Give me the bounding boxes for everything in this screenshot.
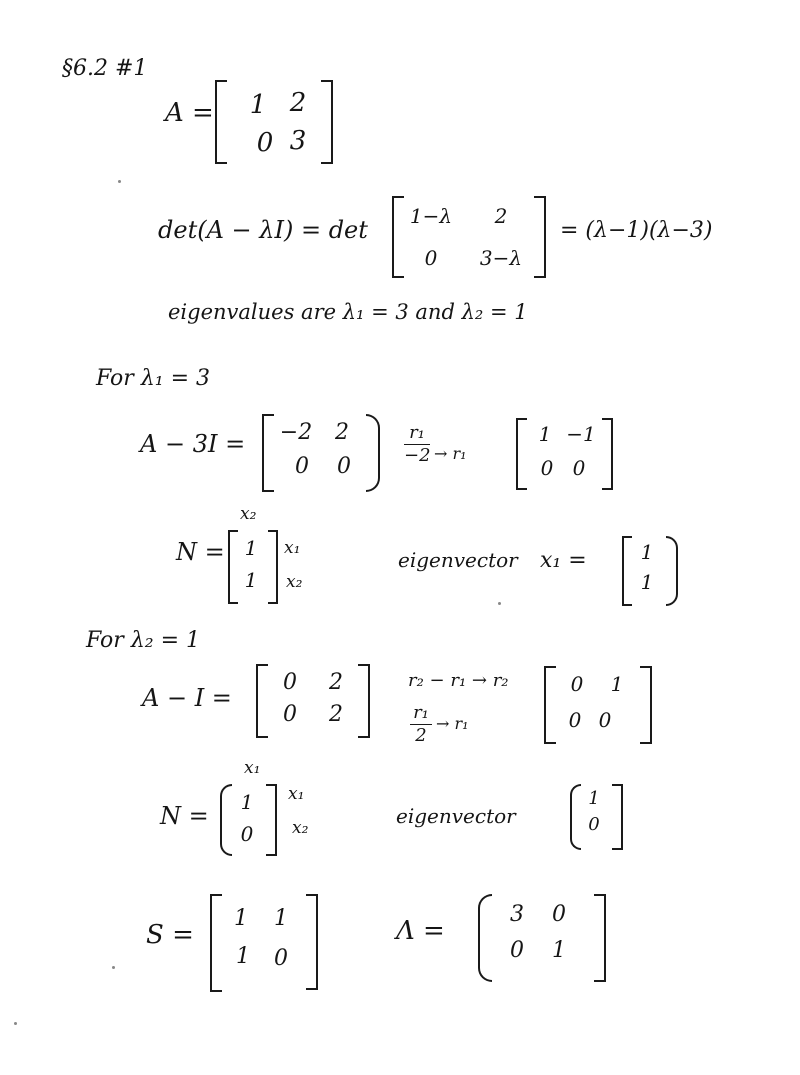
case1-eigvec-left-bracket — [622, 536, 632, 606]
det-right-bracket — [534, 196, 546, 278]
matrix-a-cell: 0 — [256, 128, 274, 158]
case1-matrix-left-bracket — [262, 414, 274, 492]
case2-eigvec-cell: 1 — [588, 788, 600, 809]
eigenvalues-statement: eigenvalues are λ₁ = 3 and λ₂ = 1 — [168, 300, 528, 324]
case2-matrix-cell: 0 — [283, 702, 297, 727]
case2-row-op-2-fraction — [410, 704, 432, 745]
case1-matrix-cell: 2 — [335, 420, 349, 445]
case1-null-top-label: x₂ — [240, 504, 257, 524]
scan-speck — [112, 966, 115, 969]
case2-row-op-2-num: r₁ — [413, 702, 429, 723]
matrix-a-cell: 3 — [289, 126, 307, 156]
case2-row-op-1: r₂ − r₁ → r₂ — [408, 670, 509, 691]
case1-eigvec-right-bracket — [666, 536, 678, 606]
matrix-a-lhs: A = — [165, 98, 214, 128]
case1-eigvec-cell: 1 — [640, 570, 654, 594]
case1-reduced-right-bracket — [602, 418, 613, 490]
case2-eigenvector — [570, 784, 632, 850]
case2-row-op-2-arrow: → r₁ — [436, 714, 469, 733]
case2-null-cell: 0 — [240, 822, 254, 846]
matrix-s-right-bracket — [306, 894, 318, 990]
case1-reduced-left-bracket — [516, 418, 527, 490]
scan-speck — [498, 602, 501, 605]
case2-null-side-label: x₁ — [288, 784, 305, 804]
case1-eigenvector-label: eigenvector — [398, 548, 518, 572]
matrix-a-right-bracket — [321, 80, 333, 164]
matrix-s-lhs: S = — [146, 920, 194, 950]
case2-eigvec-left-bracket — [570, 784, 581, 850]
determinant-matrix — [392, 196, 552, 278]
matrix-lambda-cell: 0 — [552, 902, 566, 927]
case1-matrix-cell: 0 — [337, 454, 351, 479]
case2-reduced-matrix — [544, 666, 654, 744]
matrix-lambda-right-bracket — [594, 894, 606, 982]
case2-null-cell: 1 — [240, 790, 254, 814]
matrix-lambda-left-bracket — [478, 894, 492, 982]
case2-eigvec-right-bracket — [612, 784, 623, 850]
case2-reduced-cell: 1 — [610, 672, 624, 696]
scan-speck — [14, 1022, 17, 1025]
case2-eigvec-cell: 0 — [588, 814, 600, 835]
case2-reduced-cell: 0 — [598, 708, 612, 732]
case1-null-left-bracket — [228, 530, 238, 604]
case1-matrix — [262, 414, 382, 492]
case2-null-side-label: x₂ — [292, 818, 309, 838]
case1-reduced-cell: 0 — [540, 456, 554, 480]
case2-null-vector — [220, 784, 286, 856]
case1-row-op-den: −2 — [404, 445, 431, 466]
case2-reduced-cell: 0 — [568, 708, 582, 732]
case1-matrix-cell: 0 — [295, 454, 309, 479]
matrix-a-cell: 1 — [249, 90, 267, 120]
case2-matrix-cell: 2 — [329, 670, 343, 695]
case2-null-right-bracket — [266, 784, 277, 856]
case2-reduced-right-bracket — [640, 666, 652, 744]
matrix-lambda-cell: 0 — [510, 938, 524, 963]
matrix-lambda-cell: 1 — [552, 938, 566, 963]
case2-matrix-right-bracket — [358, 664, 370, 738]
case2-eigenvector-label: eigenvector — [396, 804, 516, 828]
matrix-lambda — [478, 894, 612, 984]
matrix-s-cell: 1 — [234, 906, 248, 931]
determinant-rhs: = (λ−1)(λ−3) — [560, 218, 713, 243]
case2-lhs: A − I = — [142, 684, 232, 712]
matrix-s-cell: 0 — [274, 946, 288, 971]
matrix-s-cell: 1 — [274, 906, 288, 931]
case1-row-op-fraction — [404, 424, 430, 465]
case2-null-top-label: x₁ — [244, 758, 261, 778]
case1-null-lhs: N = — [176, 538, 225, 566]
determinant-lhs: det(A − λI) = det — [158, 216, 368, 244]
case1-matrix-cell: −2 — [279, 420, 313, 445]
case1-eigenvector — [622, 536, 682, 606]
case1-null-side-label: x₁ — [284, 538, 301, 558]
det-matrix-cell: 1−λ — [409, 204, 453, 228]
problem-reference: §6.2 #1 — [62, 56, 148, 81]
case1-reduced-matrix — [516, 418, 616, 490]
matrix-a — [215, 80, 335, 164]
case1-null-side-label: x₂ — [286, 572, 303, 592]
det-matrix-cell: 3−λ — [479, 246, 523, 270]
case2-matrix-left-bracket — [256, 664, 268, 738]
case2-row-op-2-den: 2 — [415, 725, 427, 746]
case1-null-vector — [228, 530, 282, 604]
case2-reduced-cell: 0 — [570, 672, 584, 696]
case2-matrix — [256, 664, 374, 738]
case2-null-left-bracket — [220, 784, 232, 856]
case1-matrix-right-bracket — [366, 414, 380, 492]
det-matrix-cell: 0 — [424, 246, 438, 270]
case1-null-right-bracket — [268, 530, 278, 604]
matrix-lambda-lhs: Λ = — [396, 916, 445, 946]
case2-null-lhs: N = — [160, 802, 209, 830]
matrix-s-cell: 1 — [236, 944, 250, 969]
case1-heading: For λ₁ = 3 — [96, 366, 210, 391]
case2-matrix-cell: 0 — [283, 670, 297, 695]
scan-speck — [118, 180, 121, 183]
case1-null-cell: 1 — [244, 536, 258, 560]
matrix-s — [210, 894, 322, 992]
case1-reduced-cell: 1 — [538, 422, 552, 446]
case1-row-op-arrow: → r₁ — [434, 444, 467, 463]
matrix-a-cell: 2 — [289, 88, 307, 118]
case1-eigenvector-lhs: x₁ = — [540, 548, 587, 573]
case2-reduced-left-bracket — [544, 666, 556, 744]
case1-reduced-cell: −1 — [566, 422, 596, 446]
det-left-bracket — [392, 196, 404, 278]
case2-heading: For λ₂ = 1 — [86, 628, 200, 653]
matrix-lambda-cell: 3 — [510, 902, 524, 927]
case1-lhs: A − 3I = — [140, 430, 246, 458]
case1-null-cell: 1 — [244, 568, 258, 592]
case1-eigvec-cell: 1 — [640, 540, 654, 564]
case2-matrix-cell: 2 — [329, 702, 343, 727]
matrix-s-left-bracket — [210, 894, 222, 992]
case1-reduced-cell: 0 — [572, 456, 586, 480]
matrix-a-left-bracket — [215, 80, 227, 164]
det-matrix-cell: 2 — [494, 204, 508, 228]
case1-row-op-num: r₁ — [409, 422, 425, 443]
